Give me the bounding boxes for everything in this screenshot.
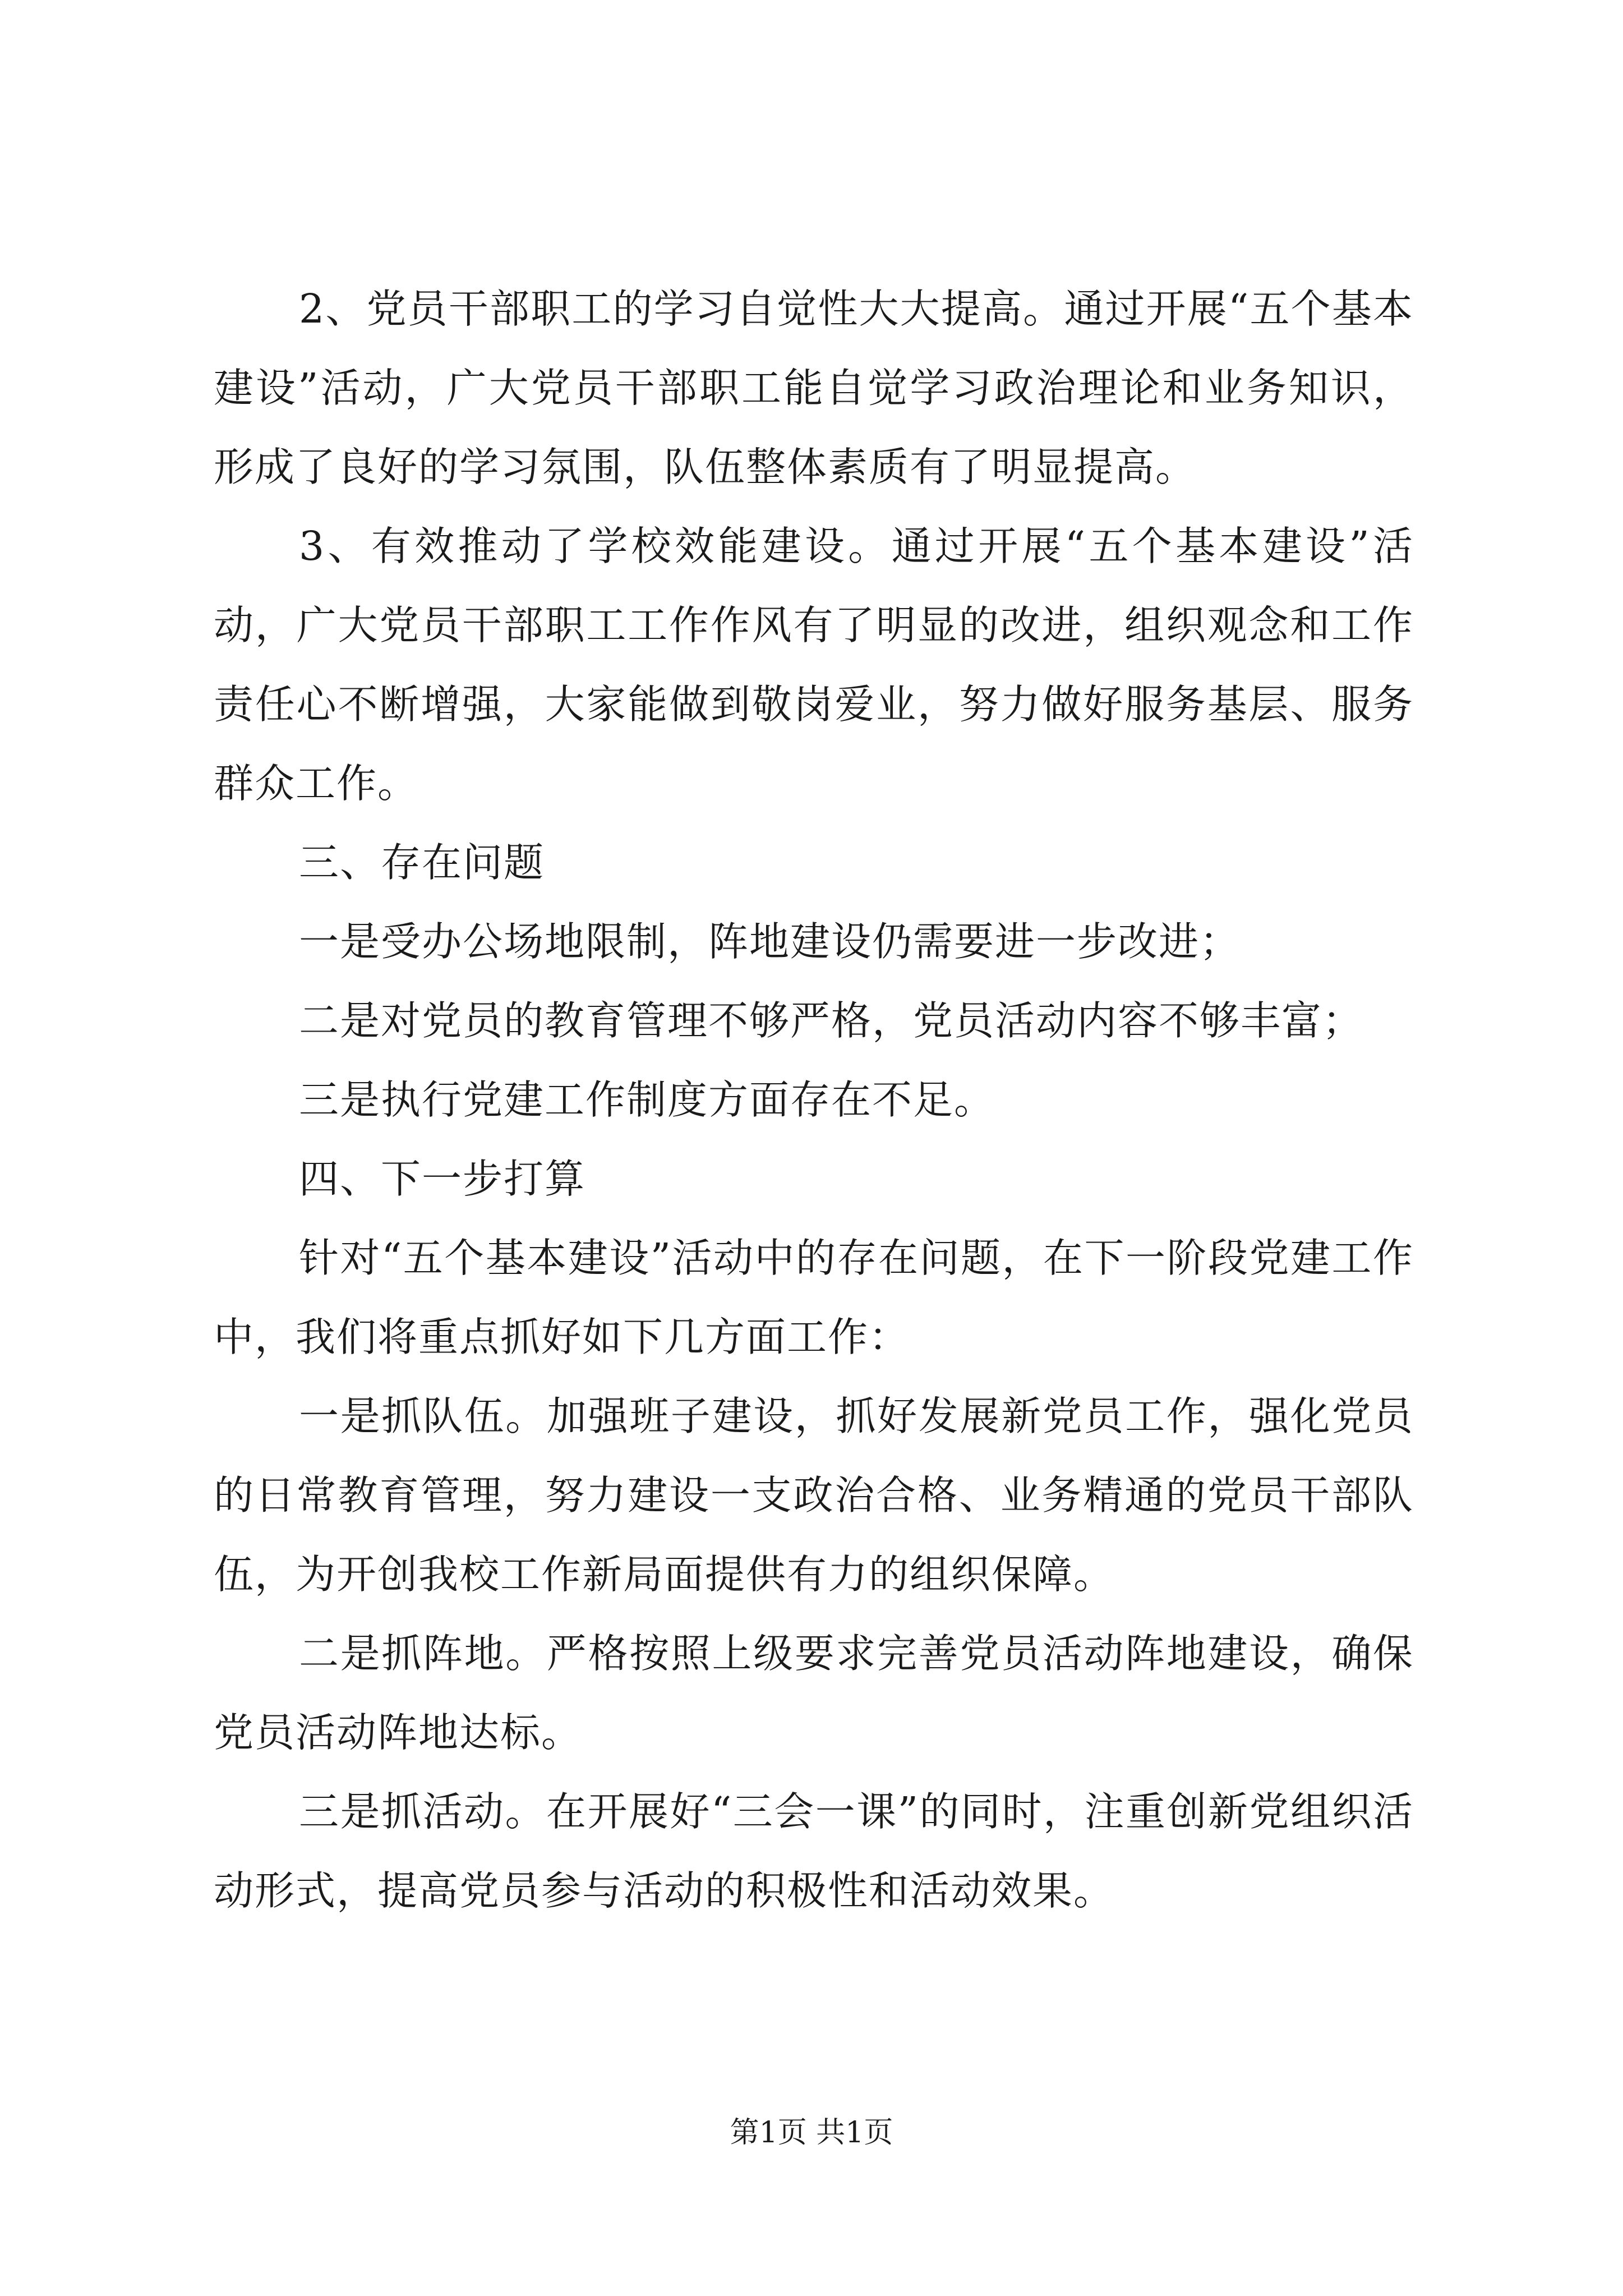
paragraph-problem-2: 二是对党员的教育管理不够严格，党员活动内容不够丰富；: [299, 997, 1364, 1044]
paragraph-problem-1: 一是受办公场地限制，阵地建设仍需要进一步改进；: [299, 918, 1241, 965]
paragraph-problem-3: 三是执行党建工作制度方面存在不足。: [299, 1076, 995, 1123]
section-heading-problems: 三、存在问题: [299, 839, 545, 886]
paragraph-plan-venue: 二是抓阵地。严格按照上级要求完善党员活动阵地建设，确保党员活动阵地达标。: [214, 1630, 1414, 1756]
paragraph-plan-team: 一是抓队伍。加强班子建设，抓好发展新党员工作，强化党员的日常教育管理，努力建设一支政治合格、业务精通的党员干部队伍，为开创我校工作新局面提供有力的组织保障。: [214, 1393, 1414, 1598]
paragraph-achievement-3: 3、有效推动了学校效能建设。通过开展“五个基本建设”活动，广大党员干部职工工作作风有了明显的改进，组织观念和工作责任心不断增强，大家能做到敬岗爱业，努力做好服务基层、服务群众工作。: [214, 523, 1414, 807]
paragraph-next-steps-intro: 针对“五个基本建设”活动中的存在问题，在下一阶段党建工作中，我们将重点抓好如下几方面工作：: [214, 1235, 1414, 1360]
paragraph-achievement-2: 2、党员干部职工的学习自觉性大大提高。通过开展“五个基本建设”活动，广大党员干部职工能自觉学习政治理论和业务知识，形成了良好的学习氛围，队伍整体素质有了明显提高。: [214, 286, 1414, 490]
page-number-footer: 第1页 共1页: [730, 2116, 893, 2150]
section-heading-next-steps: 四、下一步打算: [299, 1156, 586, 1202]
paragraph-plan-activities: 三是抓活动。在开展好“三会一课”的同时，注重创新党组织活动形式，提高党员参与活动的积极性和活动效果。: [214, 1788, 1414, 1914]
document-body: [214, 269, 1414, 1930]
